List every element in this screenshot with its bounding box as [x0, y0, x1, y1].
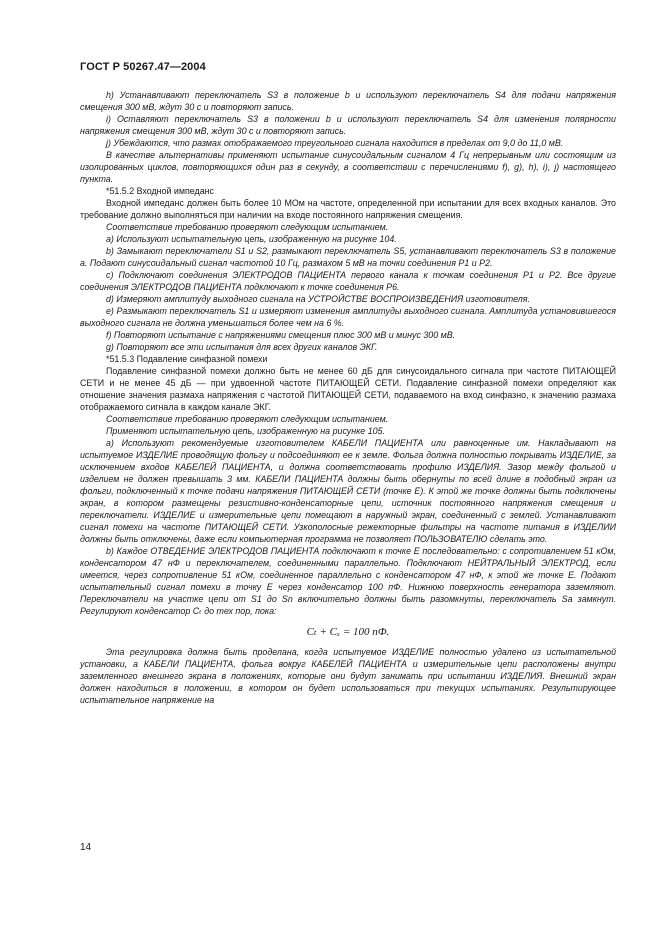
paragraph: b) Каждое ОТВЕДЕНИЕ ЭЛЕКТРОДОВ ПАЦИЕНТА подключают к точке E последовательно: с сопротивлением 51 кОм, конденсатором 47 нФ и переключателем, соединенными параллельно. Подключают НЕЙТРАЛЬНЫЙ ЭЛЕКТРОД, если имеется, через сопротивление 51 кОм, соединенное параллельно с конденсатором 47 нФ, к этой же точке E. Подают испытательный сигнал помехи в точку E через конденсатор 100 пФ. Нижнюю поверхность генератора заземляют. Переключатели на участке цепи от S1 до Sn включительно должны быть разомкнуты, переключатель Sa замкнут. Регулируют конденсатор Cₜ до тех пор, пока:: [80, 546, 616, 616]
standard-code-header: ГОСТ Р 50267.47—2004: [80, 61, 206, 73]
paragraph: a) Используют испытательную цепь, изображенную на рисунке 104.: [106, 234, 397, 244]
formula: Cₜ + Cₓ = 100 пФ.: [306, 626, 390, 638]
paragraph: i) Оставляют переключатель S3 в положении b и используют переключатель S4 для изменения полярности напряжения смещения 300 мВ, ждут 30 с и повторяют запись.: [80, 114, 616, 136]
paragraph: Соответствие требованию проверяют следующим испытанием.: [106, 222, 389, 232]
paragraph: В качестве альтернативы применяют испытание синусоидальным сигналом 4 Гц непрерывным или состоящим из изолированных циклов, повторяющихся один раз в секунду, в соответствии с перечислениями f), g), h), i), j) настоящего пункта.: [80, 150, 616, 184]
paragraph: *51.5.3 Подавление синфазной помехи: [106, 354, 268, 364]
paragraph: Входной импеданс должен быть более 10 МОм на частоте, определенной при испытании для всех входных каналов. Это требование должно выполняться при наличии на входе постоянного напряжения смещения.: [80, 198, 616, 220]
page-number: 14: [80, 842, 92, 853]
paragraph: b) Замыкают переключатели S1 и S2, размыкают переключатель S5, устанавливают переключатель S3 в положение a. Подают синусоидальный сигнал частотой 10 Гц, размахом 5 мВ на точки соединения P1 и P2.: [80, 246, 616, 268]
paragraph: h) Устанавливают переключатель S3 в положение b и используют переключатель S4 для подачи напряжения смещения 300 мВ, ждут 30 с и повторяют запись.: [80, 90, 616, 112]
paragraph: Применяют испытательную цепь, изображенную на рисунке 105.: [106, 426, 385, 436]
paragraph: Эта регулировка должна быть проделана, когда испытуемое ИЗДЕЛИЕ полностью удалено из испытательной установки, а КАБЕЛИ ПАЦИЕНТА, фольга вокруг КАБЕЛЕЙ ПАЦИЕНТА и измерительные цепи расположены внутри заземленного внешнего экрана в положениях, которые они будут занимать при испытании ИЗДЕЛИЯ. Внешний экран должен находиться в положении, в котором он будет использоваться при текущих испытаниях. Результирующее испытательное напряжение на: [80, 647, 616, 705]
paragraph: *51.5.2 Входной импеданс: [106, 186, 214, 196]
paragraph: f) Повторяют испытание с напряжениями смещения плюс 300 мВ и минус 300 мВ.: [106, 330, 456, 340]
paragraph: g) Повторяют все эти испытания для всех других каналов ЭКГ.: [106, 342, 378, 352]
paragraph: c) Подключают соединения ЭЛЕКТРОДОВ ПАЦИЕНТА первого канала к точкам соединения P1 и P2. Все другие соединения ЭЛЕКТРОДОВ ПАЦИЕНТА подключают к точке соединения P6.: [80, 270, 616, 292]
paragraph: a) Используют рекомендуемые изготовителем КАБЕЛИ ПАЦИЕНТА или равноценные им. Накладывают на испытуемое ИЗДЕЛИЕ проводящую фольгу и подсоединяют ее к земле. Фольга должна полностью покрывать ИЗДЕЛИЕ, за исключением входов КАБЕЛЕЙ ПАЦИЕНТА, и должна соответствовать профилю ИЗДЕЛИЯ. Зазор между фольгой и изделием не должен превышать 3 мм. КАБЕЛИ ПАЦИЕНТА должны быть обернуты по всей длине в подобный экран из фольги, подключенный к точке подачи напряжения ПИТАЮЩЕЙ СЕТИ (точке E). К этой же точке должны быть подключены экран, в котором размещены резистивно-конденсаторные цепи, источник постоянного напряжения смещения и переключатели. ИЗДЕЛИЕ и измерительные цепи помещают в наружный экран, соединенный с землей. Устанавливают сигнал помехи на частоте ПИТАЮЩЕЙ СЕТИ. Узкополосные режекторные фильтры на частоте питания в ИЗДЕЛИИ должны быть отключены, даже если компьютерная программа не позволяет ПОЛЬЗОВАТЕЛЮ сделать это.: [80, 438, 616, 544]
paragraph: Соответствие требованию проверяют следующим испытанием.: [106, 414, 389, 424]
document-body: [80, 89, 616, 706]
paragraph: d) Измеряют амплитуду выходного сигнала на УСТРОЙСТВЕ ВОСПРОИЗВЕДЕНИЯ изготовителя.: [106, 294, 530, 304]
paragraph: j) Убеждаются, что размах отображаемого треугольного сигнала находится в пределах от 9,0 до 11,0 мВ.: [106, 138, 564, 148]
paragraph: Подавление синфазной помехи должно быть не менее 60 дБ для синусоидального сигнала при частоте ПИТАЮЩЕЙ СЕТИ и не менее 45 дБ — при удвоенной частоте ПИТАЮЩЕЙ СЕТИ. Подавление синфазной помехи определяют как отношение значения размаха напряжения с частотой ПИТАЮЩЕЙ СЕТИ, подаваемого на вход синфазно, к значению размаха отображаемого сигнала в каждом канале ЭКГ.: [80, 366, 616, 412]
paragraph: e) Размыкают переключатель S1 и измеряют изменения амплитуды выходного сигнала. Амплитуда установившегося выходного сигнала не должна уменьшаться более чем на 6 %.: [80, 306, 616, 328]
